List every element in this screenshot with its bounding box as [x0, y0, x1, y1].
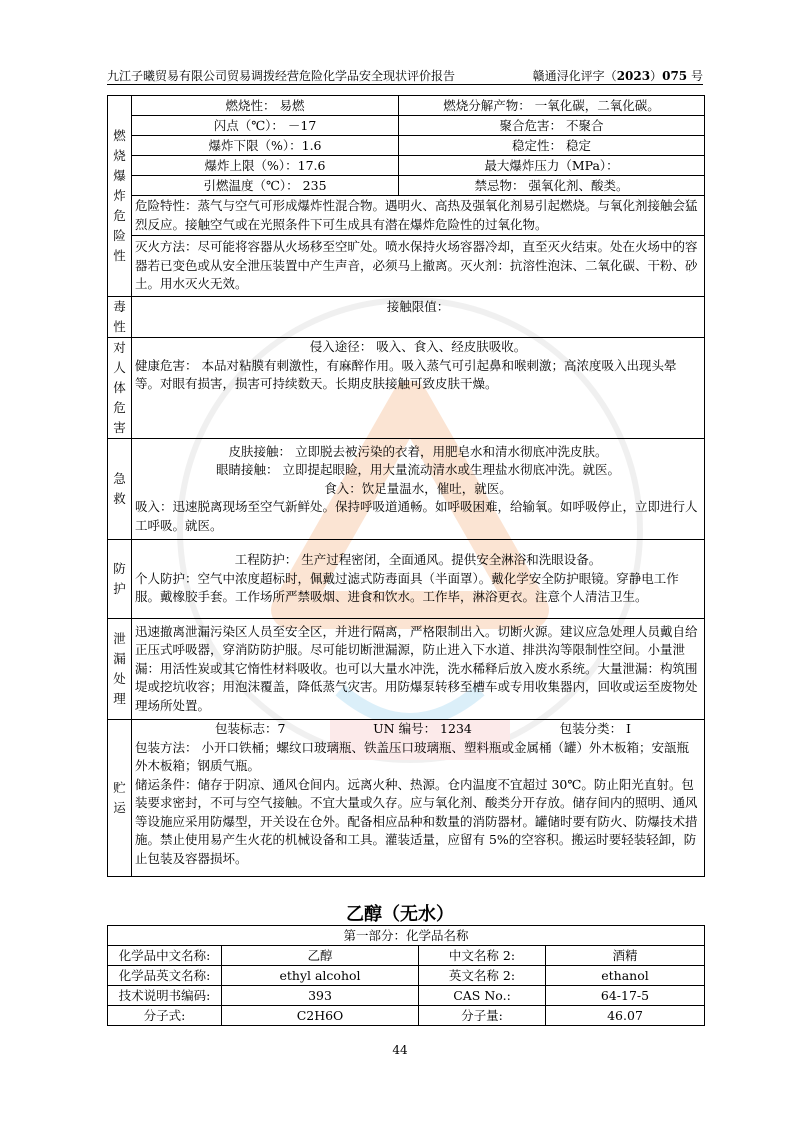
personal-protection: 个人防护：空气中浓度超标时，佩戴过滤式防毒面具（半面罩）。戴化学安全防护眼镜。穿静电工作服。戴橡胶手套。工作场所严禁吸烟、进食和饮水。工作毕，淋浴更衣。注意个人清洁卫生。	[135, 570, 679, 605]
package-class: 包装分类： Ⅰ	[559, 721, 631, 736]
table-row	[108, 540, 705, 619]
page-header	[107, 66, 703, 85]
table-cell: 技术说明书编码:	[108, 986, 222, 1006]
ignition-temperature: 引燃温度（℃）： 235	[132, 176, 399, 196]
table-cell: ethanol	[546, 966, 705, 986]
table-cell: 乙醇	[222, 946, 419, 966]
polymerization-hazard: 聚合危害： 不聚合	[399, 116, 705, 136]
table-row	[108, 966, 705, 986]
stability: 稳定性： 稳定	[399, 136, 705, 156]
table-cell: 64-17-5	[546, 986, 705, 1006]
table-cell: 英文名称 2:	[419, 966, 546, 986]
section-title: 乙醇（无水）	[346, 904, 454, 925]
table-row	[108, 338, 705, 439]
table-cell: 46.07	[546, 1006, 705, 1026]
lower-explosive-limit: 爆炸下限（%）：1.6	[132, 136, 399, 156]
table-row	[108, 986, 705, 1006]
report-title: 九江子曦贸易有限公司贸易调拨经营危险化学品安全现状评价报告	[107, 69, 456, 83]
storage-conditions: 储运条件：储存于阴凉、通风仓间内。远离火种、热源。仓内温度不宜超过 30℃。防止阳光直射。包装要求密封，不可与空气接触。不宜大量或久存。应与氧化剂、酸类分开存放。储存间内的照明、通风等设施应采用防爆型，开关设在仓外。配备相应品种和数量的消防器材。罐储时要有防火、防爆技术措施。禁止使用易产生火花的机械设备和工具。灌装适量，应留有 5%的空容积。搬运时要轻装轻卸，防止包装及容器损坏。	[135, 776, 698, 866]
part-heading: 第一部分：化学品名称	[108, 926, 705, 946]
engineering-protection: 工程防护： 生产过程密闭，全面通风。提供安全淋浴和洗眼设备。	[234, 552, 602, 568]
table-row	[108, 946, 705, 966]
category-first-aid: 急 救	[108, 439, 132, 540]
table-cell: ethyl alcohol	[222, 966, 419, 986]
table-row	[108, 176, 705, 196]
table-row	[108, 619, 705, 720]
hazard-info-table	[107, 95, 705, 877]
table-row	[108, 926, 705, 946]
table-row	[108, 236, 705, 297]
upper-explosive-limit: 爆炸上限（%）：17.6	[132, 156, 399, 176]
incompatibles: 禁忌物： 强氧化剂、酸类。	[399, 176, 705, 196]
category-leak-handling: 泄 漏 处 理	[108, 619, 132, 720]
inhalation: 吸入：迅速脱离现场至空气新鲜处。保持呼吸道通畅。如呼吸困难，给输氧。如呼吸停止，立即进行人工呼吸。就医。	[135, 499, 698, 533]
hazard-characteristics: 危险特性：蒸气与空气可形成爆炸性混合物。遇明火、高热及强氧化剂易引起燃烧。与氧化剂接触会猛烈反应。接触空气或在光照条件下可生成具有潜在爆炸危险性的过氧化物。	[132, 196, 705, 236]
flash-point: 闪点（℃）： －17	[132, 116, 399, 136]
table-cell: 化学品中文名称:	[108, 946, 222, 966]
table-row	[108, 96, 705, 116]
category-fire-explosion: 燃 烧 爆 炸 危 险 性	[108, 96, 132, 297]
leak-handling-text: 迅速撤离泄漏污染区人员至安全区，并进行隔离，严格限制出入。切断火源。建议应急处理人员戴自给正压式呼吸器，穿消防防护服。尽可能切断泄漏源，防止进入下水道、排洪沟等限制性空间。小量泄漏：用活性炭或其它惰性材料吸收。也可以大量水冲洗，洗水稀释后放入废水系统。大量泄漏：构筑围堤或挖坑收容；用泡沫覆盖，降低蒸气灾害。用防爆泵转移至槽车或专用收集器内，回收或运至废物处理场所处置。	[132, 619, 705, 720]
eye-contact: 眼睛接触： 立即提起眼睑，用大量流动清水或生理盐水彻底冲洗。就医。	[216, 462, 620, 478]
table-cell: 分子式:	[108, 1006, 222, 1026]
flammability: 燃烧性： 易燃	[132, 96, 399, 116]
table-row	[108, 720, 705, 877]
table-row	[108, 196, 705, 236]
fire-fighting: 灭火方法：尽可能将容器从火场移至空旷处。喷水保持火场容器冷却，直至灭火结束。处在火场中的容器若已变色或从安全泄压装置中产生声音，必须马上撤离。灭火剂：抗溶性泡沫、二氧化碳、干粉、砂土。用水灭火无效。	[132, 236, 705, 297]
table-cell: 393	[222, 986, 419, 1006]
combustion-products: 燃烧分解产物： 一氧化碳，二氧化碳。	[399, 96, 705, 116]
table-row	[108, 1006, 705, 1026]
table-row	[108, 156, 705, 176]
table-cell: 分子量:	[419, 1006, 546, 1026]
skin-contact: 皮肤接触： 立即脱去被污染的衣着，用肥皂水和清水彻底冲洗皮肤。	[228, 443, 608, 459]
category-protection: 防 护	[108, 540, 132, 619]
report-number: 赣通浔化评字（2023）075 号	[532, 69, 703, 83]
category-toxicity: 毒 性	[108, 297, 132, 338]
ingestion: 食入：饮足量温水，催吐，就医。	[324, 480, 512, 496]
table-cell: 化学品英文名称:	[108, 966, 222, 986]
table-row	[108, 439, 705, 540]
max-explosion-pressure: 最大爆炸压力（MPa）：	[399, 156, 705, 176]
table-cell: 酒精	[546, 946, 705, 966]
category-health-hazard: 对 人 体 危 害	[108, 338, 132, 439]
entry-route: 侵入途径： 吸入、食入、经皮肤吸收。	[309, 339, 527, 354]
table-cell: C2H6O	[222, 1006, 419, 1026]
un-number: UN 编号： 1234	[373, 721, 472, 736]
table-cell: CAS No.:	[419, 986, 546, 1006]
chemical-name-table	[107, 925, 705, 1026]
table-row	[108, 136, 705, 156]
package-mark: 包装标志：7	[215, 721, 286, 736]
health-hazard-text: 健康危害： 本品对粘膜有刺激性，有麻醉作用。吸入蒸气可引起鼻和喉刺激；高浓度吸入出现头晕等。对眼有损害，损害可持续数天。长期皮肤接触可致皮肤干燥。	[135, 357, 677, 391]
page-number: 44	[392, 1043, 408, 1057]
exposure-limit: 接触限值：	[132, 297, 705, 338]
package-method: 包装方法： 小开口铁桶；螺纹口玻璃瓶、铁盖压口玻璃瓶、塑料瓶或金属桶（罐）外木板箱；安瓿瓶外木板箱；钢质气瓶。	[135, 739, 689, 773]
table-row	[108, 297, 705, 338]
category-storage-transport: 贮 运	[108, 720, 132, 877]
table-row	[108, 116, 705, 136]
table-cell: 中文名称 2:	[419, 946, 546, 966]
